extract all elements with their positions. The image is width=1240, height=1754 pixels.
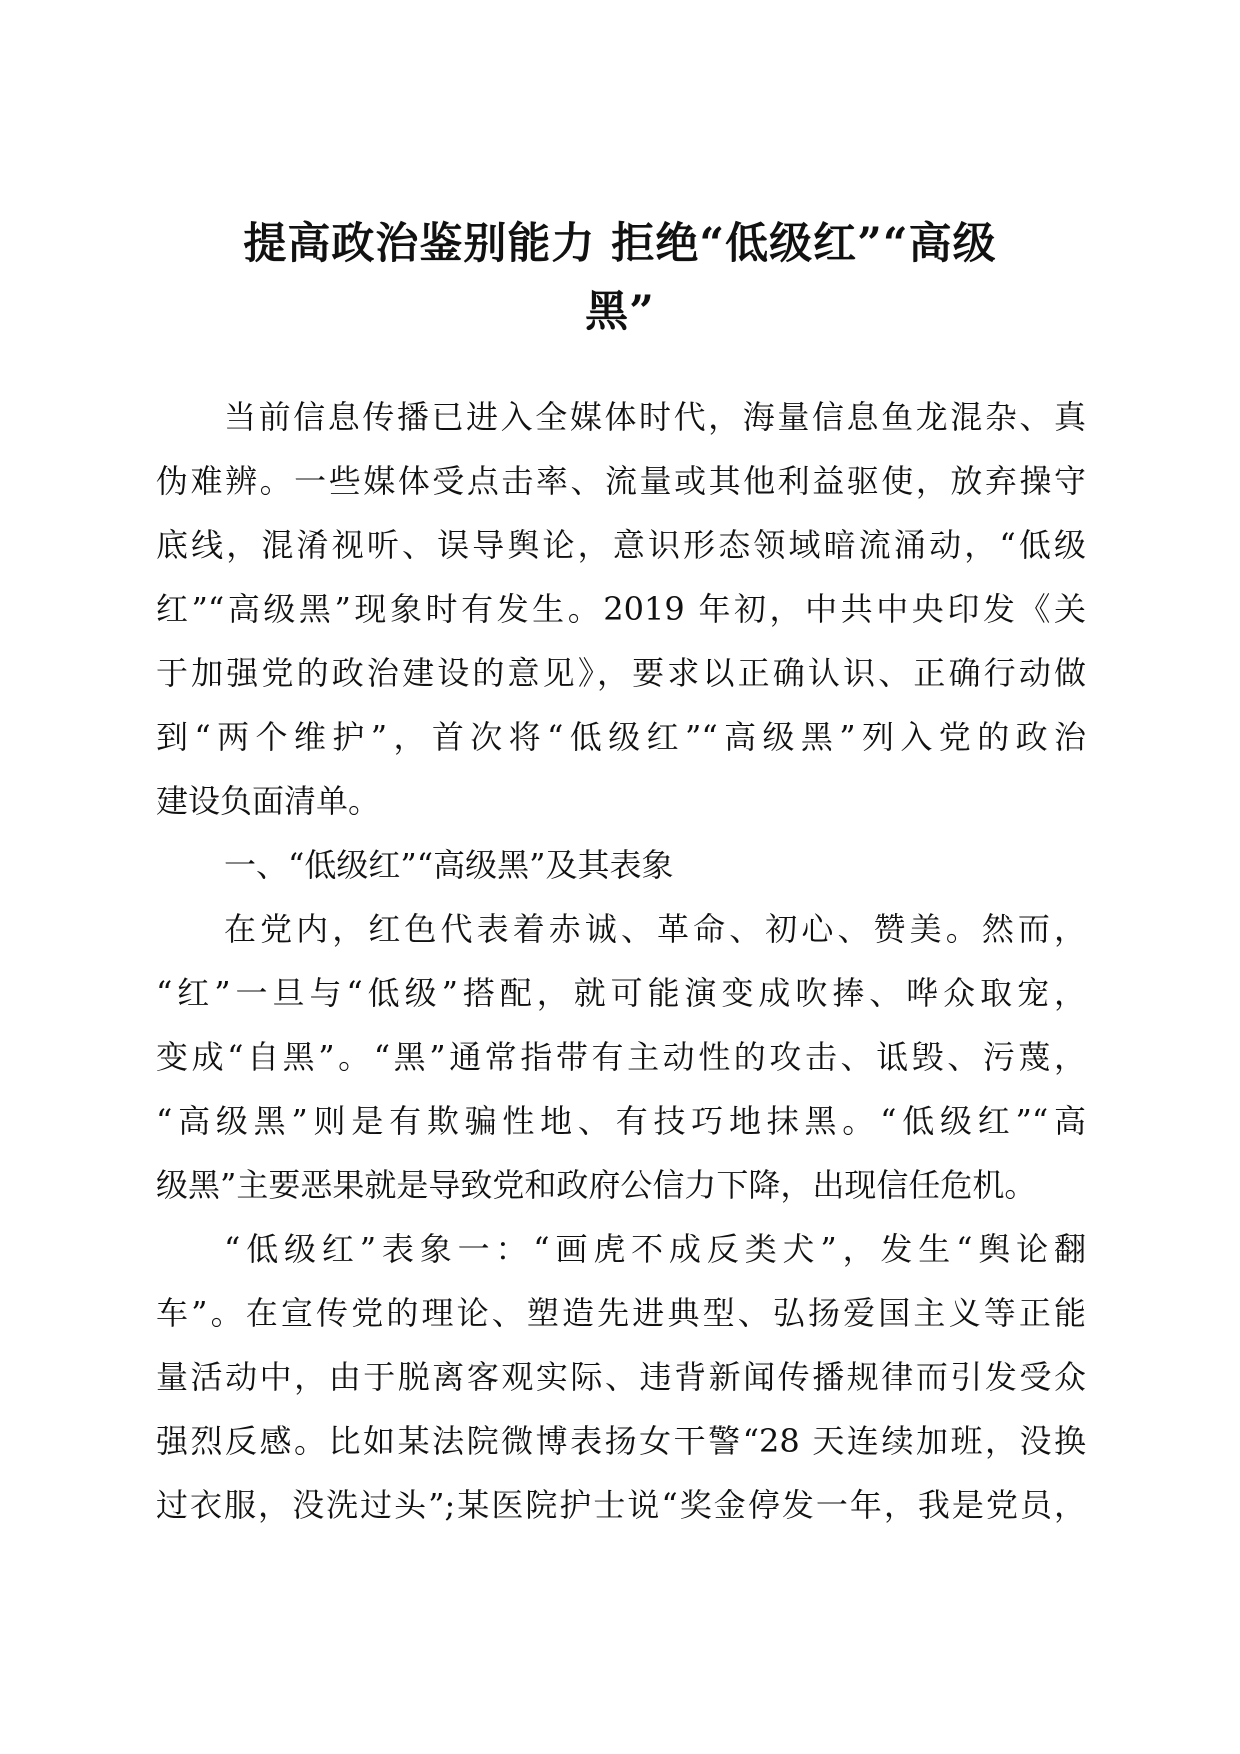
paragraph-line: 到“两个维护”，首次将“低级红”“高级黑”列入党的政治 [156,718,1086,756]
paragraph-line: 当前信息传播已进入全媒体时代，海量信息鱼龙混杂、真 [224,398,1086,436]
paragraph-definition [156,897,1086,1217]
title-line-2: 黑” [585,287,655,337]
paragraph-line: “低级红”表象一：“画虎不成反类犬”，发生“舆论翻 [224,1230,1086,1268]
title-line-1: 提高政治鉴别能力 拒绝“低级红”“高级 [243,219,997,269]
paragraph-line: 伪难辨。一些媒体受点击率、流量或其他利益驱使，放弃操守 [156,462,1086,500]
paragraph-line: 底线，混淆视听、误导舆论，意识形态领域暗流涌动，“低级 [156,526,1086,564]
paragraph-line: 过衣服，没洗过头”;某医院护士说“奖金停发一年，我是党员， [156,1486,1086,1524]
paragraph-line: 红”“高级黑”现象时有发生。2019 年初，中共中央印发《关 [156,590,1086,628]
paragraph-line: 车”。在宣传党的理论、塑造先进典型、弘扬爱国主义等正能 [156,1294,1086,1332]
paragraph-line: 在党内，红色代表着赤诚、革命、初心、赞美。然而， [224,910,1086,948]
paragraph-line: 量活动中，由于脱离客观实际、违背新闻传播规律而引发受众 [156,1358,1086,1396]
paragraph-line: 变成“自黑”。“黑”通常指带有主动性的攻击、诋毁、污蔑， [156,1038,1086,1076]
paragraph-intro [156,385,1086,833]
document-title [150,210,1090,346]
section-heading-text: 一、“低级红”“高级黑”及其表象 [224,846,674,884]
paragraph-line: 于加强党的政治建设的意见》，要求以正确认识、正确行动做 [156,654,1086,692]
paragraph-phenomenon-one [156,1217,1086,1537]
document-body [156,385,1086,1537]
section-heading [156,833,1086,897]
paragraph-line: 级黑”主要恶果就是导致党和政府公信力下降，出现信任危机。 [156,1166,1037,1204]
paragraph-line: “高级黑”则是有欺骗性地、有技巧地抹黑。“低级红”“高 [156,1102,1086,1140]
paragraph-line: “红”一旦与“低级”搭配，就可能演变成吹捧、哗众取宠， [156,974,1086,1012]
paragraph-line: 建设负面清单。 [156,782,381,820]
paragraph-line: 强烈反感。比如某法院微博表扬女干警“28 天连续加班，没换 [156,1422,1086,1460]
